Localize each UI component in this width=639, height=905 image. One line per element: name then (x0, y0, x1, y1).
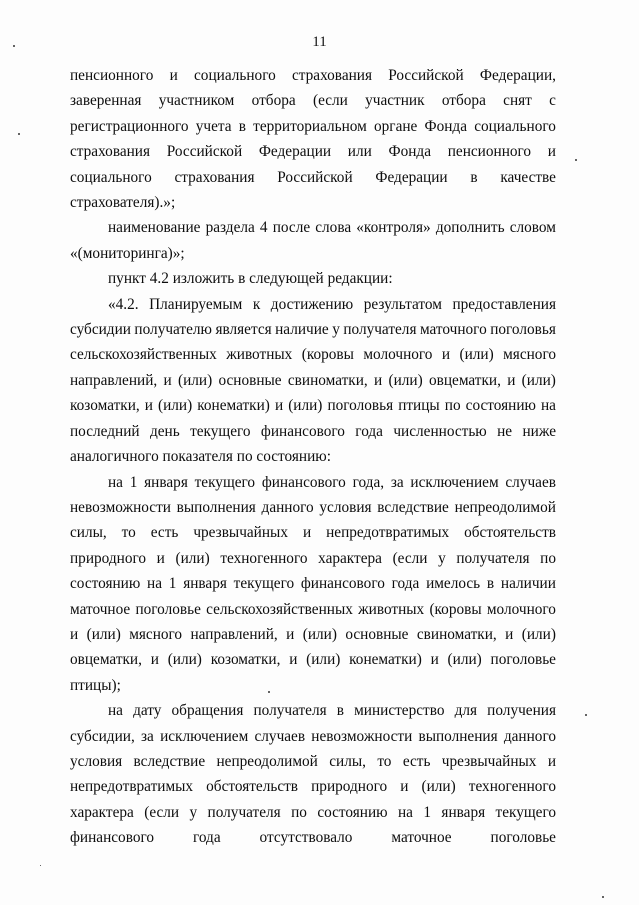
scan-speck (602, 896, 604, 898)
word: по (444, 397, 461, 415)
text-line (70, 800, 556, 825)
word: на (541, 397, 556, 415)
word: не (497, 422, 513, 440)
word: отбора (251, 92, 296, 110)
scan-speck (40, 865, 41, 866)
word: учета (195, 117, 232, 135)
text-line (70, 546, 556, 571)
word: сельскохозяйственных (70, 346, 217, 364)
word: и (441, 346, 451, 364)
word: непредотвратимых (326, 524, 450, 542)
word: Фонда (388, 143, 432, 161)
word: слова (315, 219, 352, 237)
word: финансового (261, 473, 346, 491)
word: участник (365, 92, 425, 110)
word: (если (312, 92, 348, 110)
word: то (377, 752, 392, 770)
word: текущего (495, 803, 556, 821)
word: к (252, 295, 261, 313)
word: с (549, 92, 556, 110)
word: силы, (329, 752, 366, 770)
word: наличие (275, 321, 329, 339)
word: состоянию (70, 575, 141, 593)
word: козоматки, (210, 651, 281, 669)
text-line: аналогичного показателя по состоянию: (70, 448, 331, 466)
word: состоянию (317, 803, 388, 821)
word: достижению (270, 295, 354, 313)
word: года (391, 575, 420, 593)
word: отсутствовало (259, 829, 353, 847)
word: имелось (426, 575, 481, 593)
word: маточное (70, 600, 131, 618)
word: Фонда (424, 117, 468, 135)
word: наличии (500, 575, 556, 593)
text-line (70, 774, 556, 799)
word: (или) (175, 549, 210, 567)
word: невозможности (311, 727, 413, 745)
word: поголовья (327, 397, 394, 415)
word: текущего (194, 473, 256, 491)
word: (или) (521, 371, 556, 389)
word: маточное (391, 829, 452, 847)
word: выполнения (418, 727, 498, 745)
text-line: пункт 4.2 изложить в следующей редакции: (108, 270, 393, 288)
word: молочного (486, 600, 556, 618)
word: (или) (288, 397, 323, 415)
scan-speck (268, 691, 270, 693)
word: (или) (86, 625, 121, 643)
word: животных (226, 346, 293, 364)
word: страхования (70, 143, 151, 161)
word: и (150, 651, 159, 669)
word: пенсионного (70, 67, 154, 84)
word: козоматки, (70, 397, 140, 415)
word: января (441, 803, 486, 821)
word: в (336, 702, 344, 720)
word: результатом (363, 295, 442, 313)
word: Российской (166, 143, 243, 161)
word: на (108, 702, 123, 720)
word: получателя (207, 803, 281, 821)
paragraph (70, 215, 556, 266)
word: «контроля» (356, 219, 431, 237)
word: отбора (441, 92, 486, 110)
word: социального (194, 67, 276, 84)
word: конематки) (197, 397, 270, 415)
word: органе (374, 117, 418, 135)
word: птицы (398, 397, 440, 415)
word: поголовья (490, 321, 556, 339)
word: в (470, 168, 478, 186)
word: дату (133, 702, 162, 720)
word: (если (392, 549, 428, 567)
text-line (70, 749, 556, 774)
text-line (70, 724, 556, 749)
text-line (70, 647, 556, 672)
word: у (332, 321, 340, 339)
word: предоставления (452, 295, 556, 313)
word: пенсионного (447, 143, 532, 161)
text-line (70, 571, 556, 596)
word: техногенного (220, 549, 308, 567)
text-line (70, 470, 556, 495)
word: 1 (168, 575, 177, 593)
word: условия (319, 498, 372, 516)
word: является (215, 321, 272, 339)
word: 1 (423, 803, 432, 821)
word: условия (70, 752, 123, 770)
word: и (302, 524, 312, 542)
word: силы, (70, 524, 107, 542)
word: «4.2. (108, 295, 139, 313)
word: обращения (171, 702, 244, 720)
word: и (274, 397, 284, 415)
word: вследствие (133, 752, 206, 770)
word: овцематки, (428, 371, 501, 389)
word: территориальном (253, 117, 367, 135)
paragraph (70, 698, 556, 850)
word: исключением (160, 727, 249, 745)
word: случаев (254, 727, 306, 745)
text-line (70, 419, 556, 444)
text-line (70, 165, 556, 190)
word: (коровы (429, 600, 482, 618)
word: года (355, 422, 383, 440)
word: дополнить (435, 219, 505, 237)
word: поголовье (490, 651, 556, 669)
word: года, (352, 473, 385, 491)
word: субсидии, (70, 727, 135, 745)
word: финансового (260, 422, 345, 440)
word: словом (509, 219, 556, 237)
word: чрезвычайных (193, 524, 288, 542)
word: численностью (393, 422, 487, 440)
word: данного (261, 498, 314, 516)
word: (или) (167, 651, 202, 669)
word: 4 (259, 219, 268, 237)
word: вследствие (377, 498, 449, 516)
word: (или) (459, 346, 494, 364)
word: случаев (505, 473, 556, 491)
text-line (70, 139, 556, 164)
word: заверенная (70, 92, 142, 110)
word: основные (218, 371, 282, 389)
word: получения (487, 702, 556, 720)
word: по (291, 803, 307, 821)
word: природного (311, 778, 388, 796)
word: поголовье (490, 829, 556, 847)
document-body (70, 63, 556, 851)
word: 1 (129, 473, 138, 491)
word: в (486, 575, 495, 593)
word: за (390, 473, 404, 491)
word: и (507, 371, 516, 389)
word: (или) (177, 371, 213, 389)
word: и (400, 778, 409, 796)
text-line (70, 698, 556, 723)
word: свиноматки, (416, 625, 497, 643)
word: страхования (174, 168, 255, 186)
word: поголовье (135, 600, 201, 618)
word: снят (503, 92, 532, 110)
scan-speck (18, 133, 20, 135)
word: направлений, (190, 625, 278, 643)
word: субсидии (70, 321, 131, 339)
word: (или) (447, 651, 482, 669)
word: и (505, 625, 514, 643)
word: Федерации (375, 168, 448, 186)
word: получателя (456, 549, 530, 567)
word: по (540, 549, 556, 567)
word: у (438, 549, 446, 567)
text-line (70, 292, 556, 317)
word: конематки) (349, 651, 422, 669)
paragraph (70, 470, 556, 699)
word: Российской (277, 168, 353, 186)
word: есть (402, 752, 431, 770)
word: исключением (410, 473, 499, 491)
scan-speck (13, 45, 15, 47)
word: и (289, 651, 298, 669)
text-line (70, 520, 556, 545)
word: (коровы (301, 346, 354, 364)
text-line: страхователя).»; (70, 194, 176, 212)
word: наименование (108, 219, 201, 237)
scan-speck (575, 159, 577, 161)
text-line (70, 368, 556, 393)
text-line (70, 114, 556, 139)
paragraph (70, 292, 556, 470)
word: (или) (521, 625, 556, 643)
text-line (70, 825, 556, 850)
text-line: птицы); (70, 676, 121, 694)
word: и (70, 625, 79, 643)
text-line (70, 63, 556, 88)
word: последний (70, 422, 140, 440)
word: состоянию (465, 397, 536, 415)
word: за (141, 727, 154, 745)
word: (если (144, 803, 180, 821)
word: раздела (205, 219, 255, 237)
word: невозможности (70, 498, 171, 516)
word: января (144, 473, 188, 491)
word: основные (345, 625, 409, 643)
word: и (286, 625, 295, 643)
text-line (70, 215, 556, 240)
text-line (70, 393, 556, 418)
word: техногенного (468, 778, 556, 796)
word: то (121, 524, 136, 542)
word: сельскохозяйственных (206, 600, 353, 618)
word: финансового (300, 575, 385, 593)
word: на (147, 575, 163, 593)
word: молочного (363, 346, 433, 364)
word: (или) (421, 778, 456, 796)
word: Федерации (258, 143, 332, 161)
word: есть (150, 524, 179, 542)
word: Российской (388, 67, 464, 84)
word: социального (474, 117, 556, 135)
word: получателю (134, 321, 212, 339)
word: и (144, 397, 153, 415)
word: характера (318, 549, 382, 567)
word: на (398, 803, 413, 821)
text-line (70, 597, 556, 622)
word: и (547, 143, 556, 161)
word: (или) (388, 371, 423, 389)
word: или (347, 143, 372, 161)
word: у (189, 803, 198, 821)
word: маточного (419, 321, 487, 339)
word: непреодолимой (216, 752, 318, 770)
word: социального (70, 168, 152, 186)
word: животных (358, 600, 425, 618)
word: участником (158, 92, 235, 110)
word: мясного (129, 625, 183, 643)
word: регистрационного (70, 117, 189, 135)
word: января (183, 575, 227, 593)
word: текущего (190, 422, 251, 440)
word: финансового (70, 829, 155, 847)
word: на (108, 473, 123, 491)
word: чрезвычайных (441, 752, 537, 770)
word: и (547, 752, 556, 770)
word: день (149, 422, 180, 440)
word: выполнения (176, 498, 256, 516)
word: после (272, 219, 311, 237)
word: (или) (306, 651, 341, 669)
word: и (163, 371, 172, 389)
word: природного (70, 549, 147, 567)
word: (или) (302, 625, 337, 643)
paragraph (70, 266, 556, 291)
word: обстоятельств (206, 778, 299, 796)
word: характера (70, 803, 134, 821)
word: и (430, 651, 439, 669)
page-number: 11 (312, 34, 327, 50)
scan-speck (585, 714, 587, 716)
word: ниже (522, 422, 556, 440)
word: получателя (253, 702, 327, 720)
word: года (192, 829, 221, 847)
word: непредотвратимых (70, 778, 194, 796)
text-line (70, 495, 556, 520)
text-line: «(мониторинга)»; (70, 244, 185, 262)
word: получателя (343, 321, 417, 339)
word: непреодолимой (454, 498, 556, 516)
word: для (454, 702, 478, 720)
word: свиноматки, (287, 371, 368, 389)
word: данного (503, 727, 556, 745)
text-line (70, 317, 556, 342)
word: страхования (291, 67, 373, 84)
word: обстоятельств (464, 524, 556, 542)
paragraph (70, 63, 556, 215)
word: и (374, 371, 383, 389)
text-line (70, 622, 556, 647)
word: Планируемым (149, 295, 243, 313)
word: в (238, 117, 246, 135)
word: направлений, (70, 371, 158, 389)
word: и (169, 67, 178, 84)
word: мясного (503, 346, 556, 364)
word: овцематки, (70, 651, 142, 669)
word: качестве (500, 168, 556, 186)
text-line (70, 88, 556, 113)
word: и (156, 549, 165, 567)
word: текущего (233, 575, 295, 593)
word: (или) (158, 397, 193, 415)
word: Федерации, (479, 67, 556, 84)
text-line (70, 342, 556, 367)
word: министерство (354, 702, 445, 720)
